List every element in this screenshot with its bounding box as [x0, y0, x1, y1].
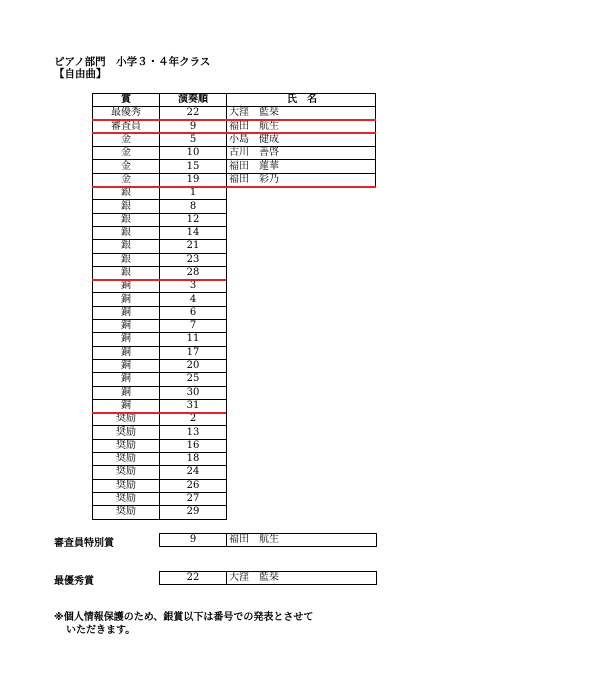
name-cell: [227, 253, 376, 266]
award-cell: 奨励: [93, 439, 160, 452]
order-cell: 14: [160, 226, 227, 239]
order-cell: 19: [160, 173, 227, 186]
order-cell: 1: [160, 187, 227, 200]
table-row: [93, 333, 376, 346]
award-cell: 銅: [93, 320, 160, 333]
table-row: [93, 160, 376, 173]
name-cell: [227, 413, 376, 426]
order-cell: 28: [160, 266, 227, 279]
name-cell: 福田 蓮華: [227, 160, 376, 173]
award-cell: 金: [93, 160, 160, 173]
column-header-name: 氏 名: [227, 94, 376, 107]
table-row: [93, 226, 376, 239]
order-cell: 29: [160, 506, 227, 519]
order-cell: 26: [160, 479, 227, 492]
award-cell: 銅: [93, 346, 160, 359]
order-cell: 15: [160, 160, 227, 173]
table-row: [93, 453, 376, 466]
order-cell: 16: [160, 439, 227, 452]
privacy-note-line2: いただきます。: [66, 625, 136, 636]
table-row: [93, 320, 376, 333]
table-row: [93, 439, 376, 452]
order-cell: 4: [160, 293, 227, 306]
special-award-label-judge: 審査員特別賞: [54, 538, 114, 549]
special-award-box-best: [159, 571, 377, 585]
name-cell: [227, 386, 376, 399]
table-row: [93, 306, 376, 319]
award-cell: 銀: [93, 253, 160, 266]
name-cell: [227, 346, 376, 359]
table-row: [93, 399, 376, 412]
award-cell: 銅: [93, 280, 160, 293]
table-row: [93, 346, 376, 359]
order-cell: 9: [160, 120, 227, 133]
name-cell: [227, 492, 376, 505]
order-cell: 5: [160, 133, 227, 146]
special-award-number: 22: [160, 572, 227, 584]
award-cell: 銅: [93, 359, 160, 372]
award-cell: 審査員: [93, 120, 160, 133]
award-cell: 銀: [93, 240, 160, 253]
name-cell: [227, 426, 376, 439]
award-cell: 銀: [93, 226, 160, 239]
results-table: [92, 93, 376, 520]
order-cell: 18: [160, 453, 227, 466]
order-cell: 12: [160, 213, 227, 226]
table-row: [93, 266, 376, 279]
table-row: [93, 359, 376, 372]
award-cell: 銅: [93, 333, 160, 346]
award-cell: 銅: [93, 373, 160, 386]
order-cell: 3: [160, 280, 227, 293]
special-award-label-best: 最優秀賞: [54, 576, 94, 587]
rank-separator-line: [92, 279, 226, 281]
name-cell: [227, 479, 376, 492]
name-cell: [227, 333, 376, 346]
special-award-box-judge: [159, 533, 377, 547]
table-row: [93, 466, 376, 479]
order-cell: 22: [160, 107, 227, 120]
results-table-body: [93, 107, 376, 519]
special-award-name: 大窪 藍栞: [229, 572, 279, 583]
order-cell: 27: [160, 492, 227, 505]
column-header-order: 演奏順: [160, 94, 227, 107]
table-row: [93, 413, 376, 426]
order-cell: 30: [160, 386, 227, 399]
name-cell: [227, 213, 376, 226]
name-cell: [227, 226, 376, 239]
award-cell: 銀: [93, 200, 160, 213]
name-cell: [227, 506, 376, 519]
table-row: [93, 107, 376, 120]
award-cell: 奨励: [93, 492, 160, 505]
award-cell: 奨励: [93, 479, 160, 492]
table-row: [93, 187, 376, 200]
privacy-note-line1: ※個人情報保護のため、銀賞以下は番号での発表とさせて: [54, 612, 314, 623]
order-cell: 10: [160, 147, 227, 160]
name-cell: 古川 善啓: [227, 147, 376, 160]
name-cell: [227, 320, 376, 333]
award-cell: 銅: [93, 306, 160, 319]
order-cell: 23: [160, 253, 227, 266]
award-cell: 奨励: [93, 466, 160, 479]
order-cell: 11: [160, 333, 227, 346]
rank-separator-line: [92, 119, 376, 121]
order-cell: 2: [160, 413, 227, 426]
award-cell: 銀: [93, 266, 160, 279]
name-cell: [227, 373, 376, 386]
rank-separator-line: [92, 132, 376, 134]
table-row: [93, 253, 376, 266]
award-cell: 金: [93, 173, 160, 186]
order-cell: 7: [160, 320, 227, 333]
order-cell: 31: [160, 399, 227, 412]
rank-separator-line: [92, 186, 376, 188]
privacy-note: [54, 611, 313, 637]
special-award-name: 福田 航生: [229, 534, 279, 545]
table-row: [93, 120, 376, 133]
table-row: [93, 386, 376, 399]
order-cell: 21: [160, 240, 227, 253]
name-cell: [227, 187, 376, 200]
table-row: [93, 213, 376, 226]
award-cell: 銅: [93, 386, 160, 399]
table-row: [93, 506, 376, 519]
table-row: [93, 492, 376, 505]
name-cell: [227, 453, 376, 466]
name-cell: [227, 466, 376, 479]
name-cell: [227, 293, 376, 306]
table-row: [93, 426, 376, 439]
column-header-award: 賞: [93, 94, 160, 107]
order-cell: 25: [160, 373, 227, 386]
order-cell: 6: [160, 306, 227, 319]
order-cell: 17: [160, 346, 227, 359]
table-row: [93, 479, 376, 492]
award-cell: 銅: [93, 293, 160, 306]
award-cell: 金: [93, 147, 160, 160]
name-cell: [227, 399, 376, 412]
table-row: [93, 133, 376, 146]
order-cell: 13: [160, 426, 227, 439]
table-row: [93, 173, 376, 186]
special-award-number: 9: [160, 534, 227, 546]
table-row: [93, 280, 376, 293]
page-title: ピアノ部門 小学３・４年クラス: [54, 56, 211, 68]
name-cell: 福田 航生: [227, 120, 376, 133]
order-cell: 24: [160, 466, 227, 479]
award-cell: 奨励: [93, 413, 160, 426]
table-header-row: [93, 94, 376, 107]
name-cell: 大窪 藍栞: [227, 107, 376, 120]
award-cell: 奨励: [93, 506, 160, 519]
name-cell: [227, 200, 376, 213]
name-cell: [227, 359, 376, 372]
award-cell: 銅: [93, 399, 160, 412]
name-cell: [227, 280, 376, 293]
name-cell: [227, 306, 376, 319]
award-cell: 最優秀: [93, 107, 160, 120]
name-cell: 小島 健成: [227, 133, 376, 146]
table-row: [93, 293, 376, 306]
award-cell: 銀: [93, 187, 160, 200]
name-cell: [227, 439, 376, 452]
name-cell: [227, 240, 376, 253]
page-subtitle: 【自由曲】: [54, 68, 107, 80]
award-cell: 銀: [93, 213, 160, 226]
rank-separator-line: [92, 412, 226, 414]
table-row: [93, 147, 376, 160]
award-cell: 奨励: [93, 426, 160, 439]
table-row: [93, 240, 376, 253]
name-cell: 福田 彩乃: [227, 173, 376, 186]
table-row: [93, 373, 376, 386]
award-cell: 奨励: [93, 453, 160, 466]
table-row: [93, 200, 376, 213]
order-cell: 8: [160, 200, 227, 213]
award-cell: 金: [93, 133, 160, 146]
order-cell: 20: [160, 359, 227, 372]
name-cell: [227, 266, 376, 279]
